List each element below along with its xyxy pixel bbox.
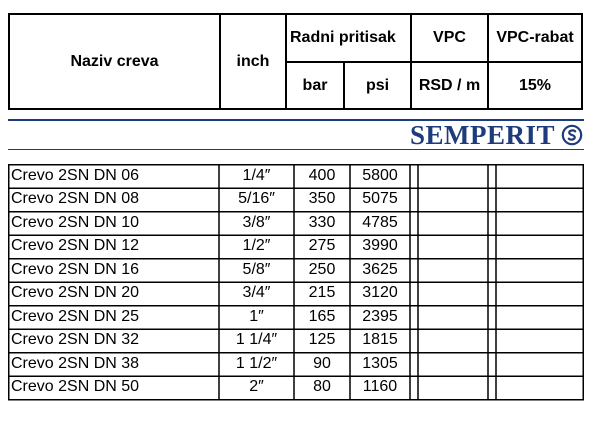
table-row [8,376,584,400]
brand-name: SEMPERIT [409,119,555,150]
psi-pressure-cell: 1305 [362,354,398,372]
psi-pressure-cell: 3120 [362,284,398,302]
bar-pressure-cell: 275 [308,237,336,255]
hose-name-cell: Crevo 2SN DN 10 [11,213,140,231]
header-rabat-value: 15% [518,76,552,94]
hose-name-cell: Crevo 2SN DN 08 [11,190,140,208]
table-row [8,188,584,212]
semperit-s-logo-icon [561,124,583,146]
bar-pressure-cell: 400 [308,166,336,184]
table-row [8,164,584,188]
inch-size-cell: 3/4″ [242,284,271,302]
header-bar: bar [302,76,328,94]
header-divider [219,15,221,108]
bar-pressure-cell: 165 [308,307,336,325]
header-vpc: VPC [433,29,466,46]
hose-name-cell: Crevo 2SN DN 12 [11,237,140,255]
inch-size-cell: 1 1/4″ [235,331,278,349]
inch-size-cell: 1 1/2″ [235,354,278,372]
psi-pressure-cell: 4785 [362,213,398,231]
header-inch: inch [236,52,270,70]
hose-name-cell: Crevo 2SN DN 16 [11,260,140,278]
table-row [8,352,584,376]
header-name: Naziv creva [70,52,159,70]
brand-logo [300,117,583,153]
psi-pressure-cell: 3625 [362,260,398,278]
bar-pressure-cell: 350 [308,190,336,208]
table-row [8,211,584,235]
bar-pressure-cell: 215 [308,284,336,302]
psi-pressure-cell: 5075 [362,190,398,208]
header-psi: psi [365,76,390,94]
inch-size-cell: 1″ [249,307,264,325]
inch-size-cell: 2″ [249,378,264,396]
psi-pressure-cell: 3990 [362,237,398,255]
table-row [8,258,584,282]
hose-name-cell: Crevo 2SN DN 06 [11,166,140,184]
inch-size-cell: 3/8″ [242,213,271,231]
psi-pressure-cell: 2395 [362,307,398,325]
header-divider [343,61,345,108]
hose-name-cell: Crevo 2SN DN 25 [11,307,140,325]
price-table-header [8,13,583,110]
bar-pressure-cell: 330 [308,213,336,231]
hose-name-cell: Crevo 2SN DN 38 [11,354,140,372]
inch-size-cell: 5/16″ [238,190,275,208]
hose-name-cell: Crevo 2SN DN 50 [11,378,140,396]
table-row [8,329,584,353]
table-row [8,305,584,329]
header-vpc-unit: RSD / m [418,76,481,94]
header-divider [285,61,581,63]
bar-pressure-cell: 250 [308,260,336,278]
hose-name-cell: Crevo 2SN DN 20 [11,284,140,302]
inch-size-cell: 1/4″ [242,166,271,184]
inch-size-cell: 5/8″ [242,260,271,278]
bar-pressure-cell: 125 [308,331,336,349]
bar-pressure-cell: 80 [313,378,331,396]
header-working-pressure: Radni pritisak [290,29,396,46]
psi-pressure-cell: 1815 [362,331,398,349]
psi-pressure-cell: 1160 [362,378,398,396]
header-vpc-rabat: VPC-rabat [496,29,574,46]
psi-pressure-cell: 5800 [362,166,398,184]
table-row [8,235,584,259]
table-row [8,282,584,306]
hose-price-table [8,164,584,399]
bar-pressure-cell: 90 [313,354,331,372]
inch-size-cell: 1/2″ [242,237,271,255]
hose-name-cell: Crevo 2SN DN 32 [11,331,140,349]
